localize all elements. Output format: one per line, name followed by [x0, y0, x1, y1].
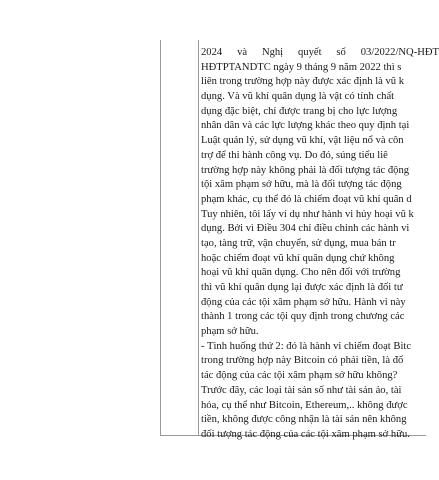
text-line: phạm sở hữu. — [201, 326, 259, 338]
text-line: Trước đây, các loại tài sản số như tài sản ảo, tài — [201, 384, 402, 396]
text-line: nhân dân và các lực lượng khác theo quy định tại — [201, 120, 410, 132]
text-line: dụng. Bởi vì Điều 304 chỉ điều chỉnh các hành vi — [201, 223, 410, 235]
text-line: hoặc chiếm đoạt vũ khí quân dụng chứ không — [201, 252, 395, 264]
text-line: thành 1 trong các tội quy định trong chương các — [201, 311, 405, 323]
text-word: 2024 — [201, 47, 223, 58]
text-line — [201, 46, 439, 61]
text-line: tạo, tàng trữ, vận chuyển, sử dụng, mua bán tr — [201, 237, 396, 249]
text-word: 03/2022/NQ-HĐT — [360, 47, 439, 58]
text-line: dụng đặc biệt, chỉ được trang bị cho lực lượng — [201, 105, 398, 117]
text-line: thì vũ khí quân dụng lại được xác định là đối tư — [201, 282, 403, 293]
text-line: Tuy nhiên, tôi lấy ví dụ như hành vi hủy hoại vũ k — [201, 208, 414, 220]
table-column-divider — [198, 40, 199, 436]
text-line: trường hợp này không phải là đối tượng tác động — [201, 164, 410, 176]
text-line: phạm khác, cụ thể đó là chiếm đoạt vũ khí quân d — [201, 193, 412, 205]
table-cell-text — [201, 46, 439, 443]
text-word: quyết — [298, 47, 322, 58]
text-line: hóa, cụ thể như Bitcoin, Ethereum,.. không được — [201, 399, 408, 411]
text-line: động của các tội xâm phạm sở hữu. Hành vi này — [201, 296, 406, 308]
text-line: - Tình huống thứ 2: đó là hành vi chiếm đoạt Bitc — [201, 340, 412, 352]
text-line: HĐTPTANDTC ngày 9 tháng 9 năm 2022 thì s — [201, 61, 402, 73]
text-word: và — [237, 47, 248, 58]
text-line: đối tượng tác động của các tội xâm phạm sở hữu. — [201, 428, 410, 440]
table-border-left — [160, 40, 161, 436]
text-line: trong trường hợp này Bitcoin có phải tiền, là đố — [201, 355, 404, 367]
text-line: Luật quản lý, sử dụng vũ khí, vật liệu nổ và côn — [201, 135, 404, 147]
text-line: hoại vũ khí quân dụng. Cho nên đối với trường — [201, 267, 401, 279]
text-line: tội xâm phạm sở hữu, mà là đối tượng tác động — [201, 179, 402, 191]
table-fragment — [160, 40, 439, 440]
text-word: số — [336, 47, 346, 58]
text-line: liên trong trường hợp này được xác định là vũ k — [201, 76, 405, 88]
text-line: tiền, không được công nhận là tài sản nên không — [201, 414, 407, 426]
text-line: dụng. Và vũ khí quân dụng là vật có tính chất — [201, 91, 395, 103]
text-word: Nghị — [261, 47, 284, 58]
text-line: tác động của các tội xâm phạm sở hữu không? — [201, 370, 398, 382]
text-line: trợ để thi hành công vụ. Do đó, súng tiểu liê — [201, 149, 388, 161]
